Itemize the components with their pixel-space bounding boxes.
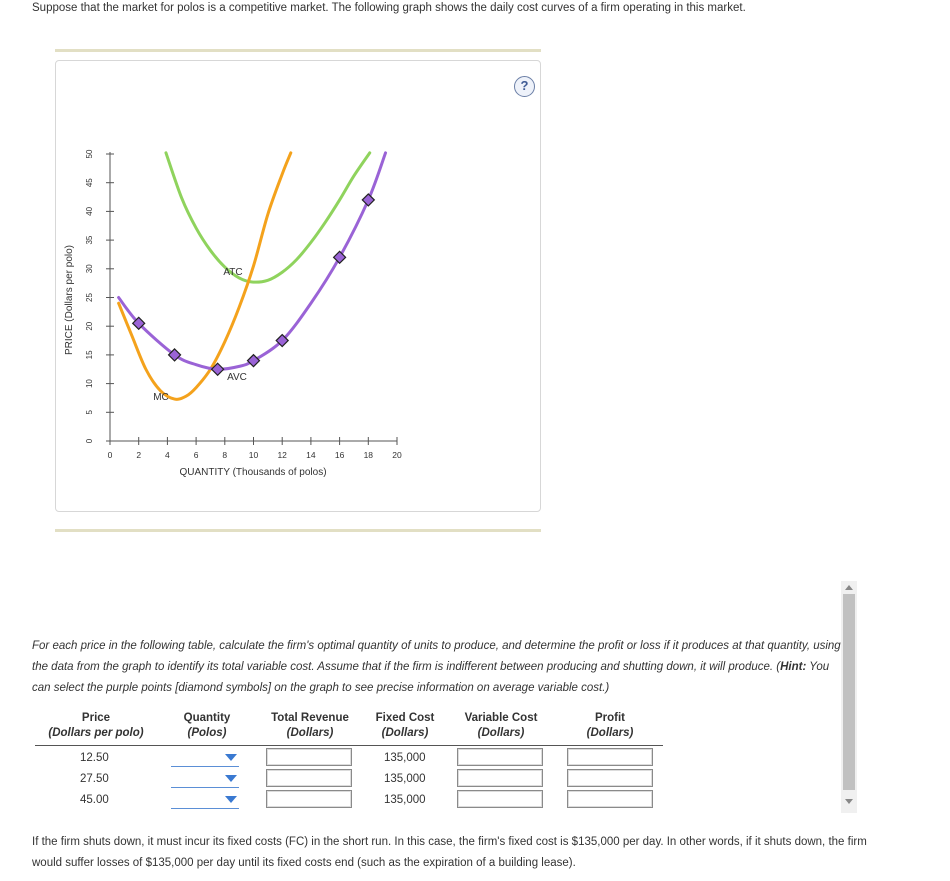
avc-point[interactable] xyxy=(362,194,374,206)
x-tick-label: 16 xyxy=(334,450,345,460)
y-tick-label: 50 xyxy=(85,149,94,159)
row-2-price: 27.50 xyxy=(80,773,109,785)
header-variable-cost-title: Variable Cost xyxy=(464,712,538,724)
y-tick-label: 35 xyxy=(85,235,94,245)
avc-curve xyxy=(119,153,386,369)
chart-axes xyxy=(64,149,402,478)
x-tick-label: 10 xyxy=(248,450,259,460)
y-tick-label: 0 xyxy=(85,438,94,444)
chevron-down-icon xyxy=(225,796,237,803)
header-price-unit: (Dollars per polo) xyxy=(48,727,144,739)
header-fixed-cost xyxy=(364,712,446,739)
y-axis-label: PRICE (Dollars per polo) xyxy=(64,244,75,356)
row-3-quantity-dropdown[interactable] xyxy=(171,791,239,809)
row-1-variable-cost-input[interactable] xyxy=(457,748,543,766)
x-tick-label: 18 xyxy=(363,450,374,460)
row-1-total-revenue-input[interactable] xyxy=(266,748,352,766)
instructions-part1: For each price in the following table, calculate the firm's optimal quantity of units to produce, and determine the profit or loss if it produces at that quantity, using the data from the graph to identify its total variable cost. Assume that if the firm is indifferent between producing and shutting down, it will produce. ( xyxy=(32,640,841,673)
x-tick-label: 8 xyxy=(222,450,228,460)
chevron-down-icon xyxy=(225,754,237,761)
scroll-down-icon[interactable] xyxy=(845,799,853,804)
x-tick-label: 2 xyxy=(136,450,142,460)
header-total-revenue-unit: (Dollars) xyxy=(286,727,334,739)
chevron-down-icon xyxy=(225,775,237,782)
scroll-up-icon[interactable] xyxy=(845,585,853,590)
header-fixed-cost-title: Fixed Cost xyxy=(375,712,435,724)
row-2-quantity-dropdown[interactable] xyxy=(171,770,239,788)
header-profit-title: Profit xyxy=(594,712,626,724)
y-tick-label: 40 xyxy=(85,206,94,216)
x-tick-label: 4 xyxy=(165,450,170,460)
row-2-total-revenue-input[interactable] xyxy=(266,769,352,787)
atc-label: ATC xyxy=(223,267,243,278)
mc-label: MC xyxy=(153,392,169,403)
shutdown-note: If the firm shuts down, it must incur its fixed costs (FC) in the short run. In this case, the firm's fixed cost is $135,000 per day. In other words, if it shuts down, the firm would suffer losses of $135,000 per day until its fixed costs end (such as the expiration of a building lease). xyxy=(32,836,867,869)
header-total-revenue xyxy=(262,712,358,739)
y-tick-label: 25 xyxy=(85,293,94,302)
row-1-profit-input[interactable] xyxy=(567,748,653,766)
intro-text: Suppose that the market for polos is a competitive market. The following graph shows the daily cost curves of a firm operating in this market. xyxy=(32,2,746,14)
header-price xyxy=(40,712,152,739)
header-quantity-title: Quantity xyxy=(183,712,231,724)
row-2-fixed-cost: 135,000 xyxy=(384,773,426,785)
hint-label: Hint: xyxy=(780,661,807,673)
x-tick-label: 6 xyxy=(193,450,199,460)
row-1-price: 12.50 xyxy=(80,752,109,764)
x-tick-label: 0 xyxy=(107,450,113,460)
y-tick-label: 45 xyxy=(85,178,94,188)
row-3-fixed-cost: 135,000 xyxy=(384,794,426,806)
row-3-variable-cost-input[interactable] xyxy=(457,790,543,808)
y-tick-label: 15 xyxy=(85,350,94,360)
header-quantity-unit: (Polos) xyxy=(187,727,227,739)
y-tick-label: 5 xyxy=(85,410,94,415)
row-3-profit-input[interactable] xyxy=(567,790,653,808)
scrollbar-thumb[interactable] xyxy=(843,594,855,790)
header-price-title: Price xyxy=(81,712,111,724)
row-2-profit-input[interactable] xyxy=(567,769,653,787)
x-tick-label: 12 xyxy=(277,450,287,460)
row-3-price: 45.00 xyxy=(80,794,109,806)
header-total-revenue-title: Total Revenue xyxy=(271,712,349,724)
header-variable-cost-unit: (Dollars) xyxy=(477,727,525,739)
row-1-fixed-cost: 135,000 xyxy=(384,752,426,764)
header-profit-unit: (Dollars) xyxy=(586,727,634,739)
mc-curve xyxy=(119,153,291,400)
chart-points xyxy=(133,194,375,375)
help-icon[interactable]: ? xyxy=(514,76,535,97)
x-axis-label: QUANTITY (Thousands of polos) xyxy=(179,467,327,478)
header-quantity xyxy=(168,712,246,739)
instructions-part2: You can select the purple points [diamond symbols] on the graph to see precise information on average variable cost.) xyxy=(32,661,830,694)
avc-point[interactable] xyxy=(334,251,346,263)
header-variable-cost xyxy=(452,712,550,739)
table-header-divider xyxy=(35,745,663,746)
x-tick-label: 14 xyxy=(306,450,316,460)
row-3-total-revenue-input[interactable] xyxy=(266,790,352,808)
instructions-text xyxy=(32,636,842,699)
header-fixed-cost-unit: (Dollars) xyxy=(381,727,429,739)
row-1-quantity-dropdown[interactable] xyxy=(171,749,239,767)
y-tick-label: 10 xyxy=(85,379,94,389)
x-tick-label: 20 xyxy=(392,450,402,460)
avc-label: AVC xyxy=(227,372,247,383)
y-tick-label: 30 xyxy=(85,264,94,274)
row-2-variable-cost-input[interactable] xyxy=(457,769,543,787)
y-tick-label: 20 xyxy=(85,321,94,331)
header-profit xyxy=(562,712,658,739)
